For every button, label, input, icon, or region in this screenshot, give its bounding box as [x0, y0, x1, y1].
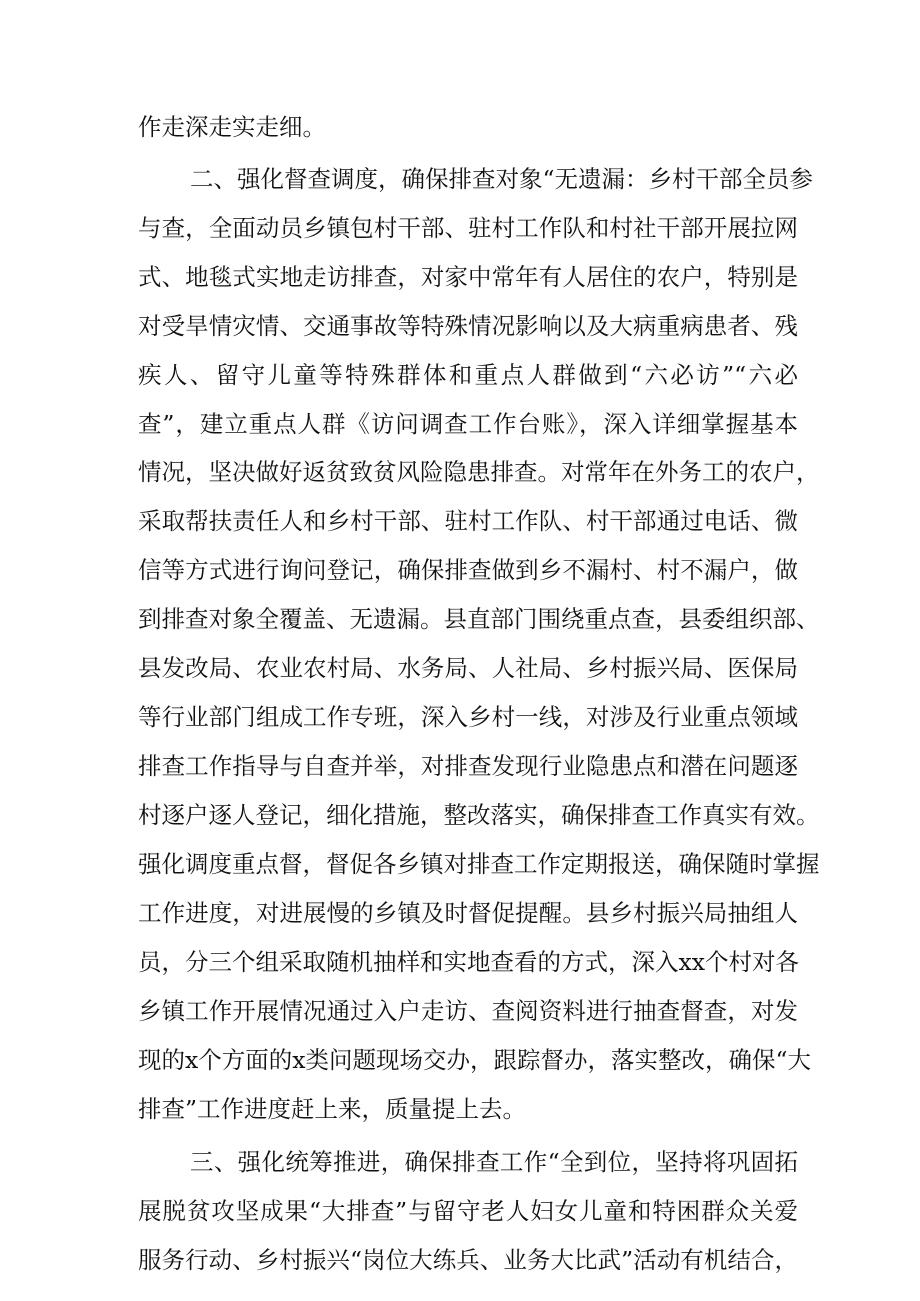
text-line: 疾人、留守儿童等特殊群体和重点人群做到“六必访”“六必 — [138, 361, 798, 389]
text-line: 排查工作指导与自查并举，对排查发现行业隐患点和潜在问题逐 — [138, 752, 798, 780]
text-line: 等行业部门组成工作专班，深入乡村一线，对涉及行业重点领域 — [138, 703, 798, 731]
text-line: 情况，坚决做好返贫致贫风险隐患排查。对常年在外务工的农户， — [138, 458, 820, 486]
text-line: 工作进度，对进展慢的乡镇及时督促提醒。县乡村振兴局抽组人 — [138, 899, 798, 927]
text-line: 查”，建立重点人群《访问调查工作台账》，深入详细掌握基本 — [138, 410, 798, 438]
text-line: 作走深走实走细。 — [138, 113, 326, 141]
text-line: 乡镇工作开展情况通过入户走访、查阅资料进行抽查督查，对发 — [138, 997, 798, 1025]
text-line: 采取帮扶责任人和乡村干部、驻村工作队、村干部通过电话、微 — [138, 507, 798, 535]
text-line: 强化调度重点督，督促各乡镇对排查工作定期报送，确保随时掌握 — [138, 850, 820, 878]
section-heading-line: 三、强化统筹推进，确保排查工作“全到位，坚持将巩固拓 — [190, 1148, 798, 1176]
text-line: 式、地毯式实地走访排查，对家中常年有人居住的农户，特别是 — [138, 263, 798, 291]
text-line: 到排查对象全覆盖、无遗漏。县直部门围绕重点查，县委组织部、 — [138, 605, 820, 633]
text-line: 服务行动、乡村振兴“岗位大练兵、业务大比武”活动有机结合， — [138, 1246, 798, 1274]
text-line: 县发改局、农业农村局、水务局、人社局、乡村振兴局、医保局 — [138, 654, 798, 682]
text-line: 排查”工作进度赶上来，质量提上去。 — [138, 1095, 527, 1123]
section-heading-line: 二、强化督查调度，确保排查对象“无遗漏：乡村干部全员参 — [190, 165, 814, 193]
text-line: 员，分三个组采取随机抽样和实地查看的方式，深入xx个村对各 — [138, 948, 800, 976]
text-line: 信等方式进行询问登记，确保排查做到乡不漏村、村不漏户，做 — [138, 556, 798, 584]
text-line: 展脱贫攻坚成果“大排查”与留守老人妇女儿童和特困群众关爱 — [138, 1197, 798, 1225]
text-line: 现的x个方面的x类问题现场交办，跟踪督办，落实整改，确保“大 — [138, 1046, 812, 1074]
text-line: 与查，全面动员乡镇包村干部、驻村工作队和村社干部开展拉网 — [138, 214, 798, 242]
text-line: 对受旱情灾情、交通事故等特殊情况影响以及大病重病患者、残 — [138, 312, 798, 340]
text-line: 村逐户逐人登记，细化措施，整改落实，确保排查工作真实有效。 — [138, 801, 820, 829]
